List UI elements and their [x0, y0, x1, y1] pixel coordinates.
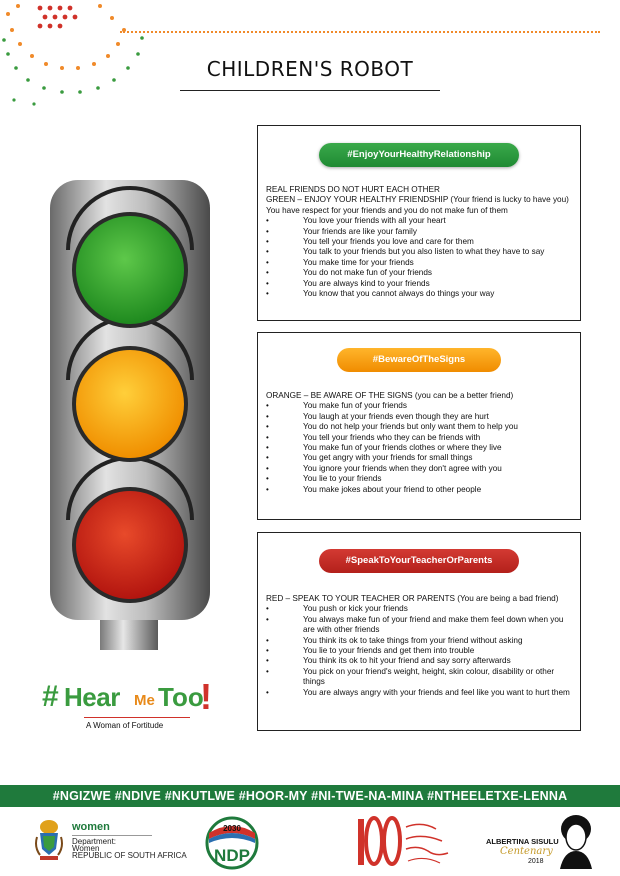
- red-light: [76, 491, 184, 599]
- green-heading-2: GREEN – ENJOY YOUR HEALTHY FRIENDSHIP (Your friend is lucky to have you): [266, 195, 569, 205]
- women-dept-line-3: REPUBLIC OF SOUTH AFRICA: [72, 851, 187, 860]
- list-item: • You make jokes about your friend to other people: [266, 485, 572, 495]
- green-light: [76, 216, 184, 324]
- list-item: • You tell your friends you love and care for them: [266, 237, 572, 247]
- orange-hashtag-pill: #BewareOfTheSigns: [337, 348, 501, 372]
- women-dept-line-1: Department:: [72, 837, 117, 846]
- green-list: [258, 216, 580, 299]
- list-item: • You do not make fun of your friends: [266, 268, 572, 278]
- brand-too: Too: [158, 682, 204, 712]
- list-item: • You know that you cannot always do things your way: [266, 289, 572, 299]
- hashtag-bar: #NGIZWE #NDIVE #NKUTLWE #HOOR-MY #NI-TWE-NA-MINA #NTHEELETXE-LENNA: [0, 785, 620, 807]
- decorative-dots: [0, 0, 190, 110]
- footer-logos: [0, 807, 620, 876]
- red-hashtag-pill: #SpeakToYourTeacherOrParents: [319, 549, 519, 573]
- women-title: women: [72, 821, 110, 833]
- list-item: • Your friends are like your family: [266, 227, 572, 237]
- green-hashtag-pill: #EnjoyYourHealthyRelationship: [319, 143, 519, 167]
- red-list: [258, 604, 580, 698]
- red-heading: RED – SPEAK TO YOUR TEACHER OR PARENTS (You are being a bad friend): [266, 594, 559, 603]
- brand-hear: Hear: [64, 682, 120, 712]
- albertina-sisulu-logo: [486, 813, 596, 871]
- list-item: • You are always angry with your friends and feel like you want to hurt them: [266, 688, 572, 698]
- orange-heading: ORANGE – BE AWARE OF THE SIGNS (you can be a better friend): [266, 391, 514, 400]
- list-item: • You lie to your friends: [266, 474, 572, 484]
- brand-divider: [84, 717, 190, 718]
- title-underline: [180, 90, 440, 91]
- ndp-year: 2030: [223, 824, 241, 833]
- sisulu-year: 2018: [528, 858, 544, 865]
- list-item: • You lie to your friends and get them into trouble: [266, 646, 572, 656]
- list-item: • You think its ok to take things from your friend without asking: [266, 636, 572, 646]
- green-heading-3: You have respect for your friends and you do not make fun of them: [266, 205, 508, 215]
- centenary-logo-icon: [352, 813, 462, 869]
- coat-of-arms-icon: [34, 817, 64, 861]
- list-item: • You make time for your friends: [266, 258, 572, 268]
- albertina-sisulu-portrait-icon: [554, 813, 596, 869]
- list-item: • You push or kick your friends: [266, 604, 572, 614]
- list-item: • You think its ok to hit your friend and say sorry afterwards: [266, 656, 572, 666]
- list-item: • You get angry with your friends for small things: [266, 453, 572, 463]
- brand-tagline: A Woman of Fortitude: [86, 721, 164, 730]
- list-item: • You ignore your friends when they don't agree with you: [266, 464, 572, 474]
- list-item: • You do not help your friends but only want them to help you: [266, 422, 572, 432]
- red-panel: [257, 532, 581, 731]
- orange-list: [258, 401, 580, 495]
- list-item: • You love your friends with all your heart: [266, 216, 572, 226]
- sisulu-centenary: Centenary: [500, 846, 553, 857]
- list-item: • You make fun of your friends clothes or where they live: [266, 443, 572, 453]
- traffic-light: [50, 180, 210, 650]
- brand-me: Me: [134, 692, 155, 709]
- women-dept-line-2: Women: [72, 844, 100, 853]
- page-title: CHILDREN'S ROBOT: [206, 57, 414, 81]
- women-department-logo: [72, 821, 187, 859]
- green-heading-1: REAL FRIENDS DO NOT HURT EACH OTHER: [266, 185, 440, 194]
- list-item: • You always make fun of your friend and make them feel down when you are with other friends: [266, 615, 572, 636]
- brand-hash: #: [42, 680, 59, 713]
- list-item: • You laugh at your friends even though they are hurt: [266, 412, 572, 422]
- list-item: • You are always kind to your friends: [266, 279, 572, 289]
- list-item: • You tell your friends who they can be friends with: [266, 433, 572, 443]
- hearmetoo-logo: [42, 676, 242, 736]
- ndp-name: NDP: [214, 846, 250, 865]
- list-item: • You pick on your friend's weight, height, skin colour, disability or other things: [266, 667, 572, 688]
- list-item: • You make fun of your friends: [266, 401, 572, 411]
- sisulu-name: ALBERTINA SISULU: [486, 837, 559, 846]
- list-item: • You talk to your friends but you also listen to what they have to say: [266, 247, 572, 257]
- orange-panel: [257, 332, 581, 520]
- orange-light: [76, 350, 184, 458]
- brand-exclamation: !: [200, 676, 212, 717]
- green-panel: [257, 125, 581, 321]
- ndp-logo-icon: [205, 815, 259, 871]
- top-dotted-rule: [120, 31, 600, 33]
